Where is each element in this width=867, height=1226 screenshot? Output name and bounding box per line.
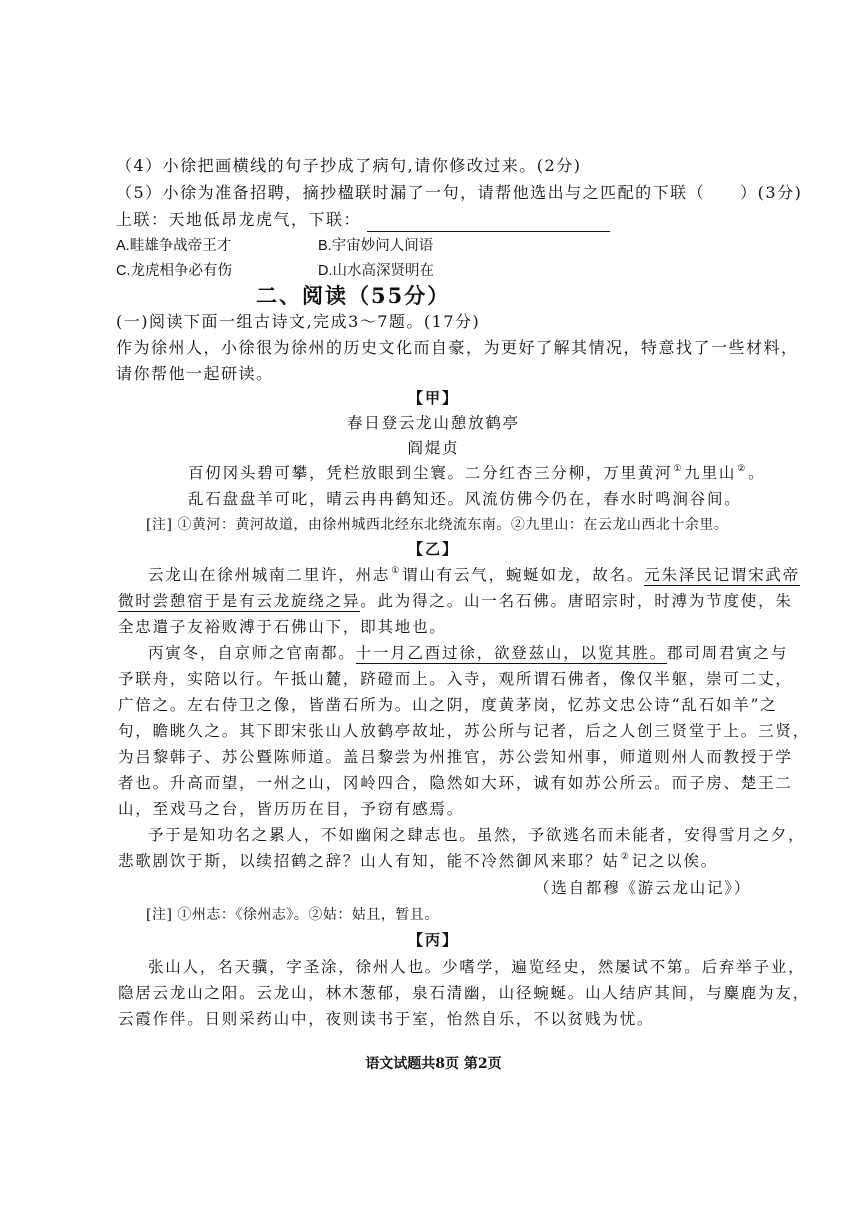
bing-label: 【丙】	[407, 931, 459, 949]
yi-p1-line-2	[118, 589, 793, 613]
text-run: 悲歌剧饮于斯，以续招鹤之辞？山人有知，能不冷然御风来耶？姑	[118, 852, 620, 870]
text-run: 谓山有云气，蜿蜒如龙，故名。	[402, 566, 645, 584]
text-run: 郡司周君寅之与	[667, 644, 789, 662]
bing-line-2: 隐居云龙山之阳。云龙山，林木葱郁，泉石清幽，山径蜿蜒。山人结庐其间，与麋鹿为友，	[118, 984, 811, 1002]
yi-p3-line-1: 予于是知功名之累人，不如幽闲之肆志也。虽然，予欲逃名而未能者，安得雪月之夕，	[148, 826, 806, 844]
underlined-sentence: 十一月乙酉过徐，欲登兹山，以览其胜。	[355, 644, 668, 662]
yi-p2-line-5: 为吕黎韩子、苏公暨陈师道。盖吕黎尝为州推官，苏公尝知州事，师道则州人而教授于学	[118, 748, 793, 766]
question-4: （4）小徐把画横线的句子抄成了病句,请你修改过来。(2分)	[116, 156, 582, 175]
note-mark-2: ②	[737, 464, 748, 474]
jia-label: 【甲】	[407, 389, 459, 407]
yi-p2-line-6: 者也。升高而望，一州之山，冈岭四合，隐然如大环，诚有如苏公所云。而子房、楚王二	[118, 774, 793, 792]
underlined-sentence: 微时尝憩宿于是有云龙旋绕之异	[118, 592, 361, 610]
poem-text: 百仞冈头碧可攀，凭栏放眼到尘寰。二分红杏三分柳，万里黄河	[188, 464, 673, 482]
lead-line-1: 作为徐州人，小徐很为徐州的历史文化而自豪，为更好了解其情况，特意找了一些材料，	[116, 338, 799, 357]
jia-note: [注] ①黄河：黄河故道，由徐州城西北经东北绕流东南。②九里山：在云龙山西北十余里。	[146, 517, 729, 533]
answer-blank	[367, 214, 610, 232]
yi-p2-line-7: 山，至戏马之台，皆历历在目，予窃有感焉。	[118, 800, 465, 818]
poem-text: 。	[748, 464, 766, 482]
page-footer: 语文试题共8页 第2页	[365, 1056, 502, 1072]
text-run: 丙寅冬，自京师之官南都。	[148, 644, 356, 662]
bing-line-1: 张山人，名天骥，字圣涂，徐州人也。少嗜学，遍览经史，然屡试不第。后弃举子业，	[148, 958, 806, 976]
option-d: D.山水高深贤明在	[318, 263, 434, 279]
bing-line-3: 云霞作伴。日则采药山中，夜则读书于室，怡然自乐，不以贫贱为忧。	[118, 1010, 655, 1028]
yi-p1-line-1	[148, 563, 800, 590]
yi-p2-line-2: 予联舟，实陪以行。午抵山麓，跻磴而上。入寺，观所谓石佛者，像仅半躯，崇可二丈，	[118, 670, 793, 688]
section-intro: (一)阅读下面一组古诗文,完成3～7题。(17分)	[116, 312, 481, 331]
yi-p2-line-1	[148, 641, 788, 665]
poem-text: 九里山	[684, 464, 737, 482]
couplet-prompt	[116, 208, 610, 232]
question-5: （5）小徐为准备招聘，摘抄楹联时漏了一句，请帮他选出与之匹配的下联（ ）(3分)	[116, 183, 803, 202]
text-run: 记之以俟。	[631, 852, 719, 870]
lead-line-2: 请你帮他一起研读。	[116, 364, 274, 383]
option-b: B.宇宙妙问人间语	[318, 238, 434, 254]
text-run: 云龙山在徐州城南二里许，州志	[148, 566, 391, 584]
yi-p1-line-3: 全忠遣子友裕败溥于石佛山下，即其地也。	[118, 618, 447, 636]
jia-title: 春日登云龙山憩放鹤亭	[346, 414, 520, 432]
jia-author: 阎焜贞	[407, 439, 460, 457]
section-title: 二、阅读（55分）	[256, 283, 451, 308]
yi-p2-line-3: 广倍之。左右侍卫之像，皆凿石所为。山之阴，度黄茅岗，忆苏文忠公诗“乱石如羊”之	[118, 696, 778, 714]
jia-poem-line-1	[188, 461, 765, 488]
note-mark-2: ②	[620, 852, 631, 862]
option-a: A.畦雄争战帝王才	[116, 238, 232, 254]
yi-p3-line-2	[118, 849, 718, 876]
yi-p2-line-4: 句，瞻眺久之。其下即宋张山人放鹤亭故址，苏公所与记者，后之人创三贤堂于上。三贤，	[118, 722, 811, 740]
jia-poem-line-2: 乱石盘盘羊可叱，晴云冉冉鹤知还。风流仿佛今仍在，春水时鸣涧谷间。	[188, 490, 742, 508]
yi-label: 【乙】	[407, 540, 459, 558]
couplet-label: 上联：天地低昂龙虎气，下联：	[116, 210, 362, 229]
text-run: 。此为得之。山一名石佛。唐昭宗时，时溥为节度使，朱	[360, 592, 793, 610]
option-c: C.龙虎相争必有伤	[116, 263, 232, 279]
yi-source: （选自都穆《游云龙山记》）	[534, 879, 752, 897]
underlined-sentence: 元朱泽民记谓宋武帝	[644, 566, 800, 584]
note-mark-1: ①	[391, 566, 402, 576]
yi-note: [注] ①州志：《徐州志》。②姑：姑且，暂且。	[146, 907, 439, 923]
note-mark-1: ①	[673, 464, 684, 474]
